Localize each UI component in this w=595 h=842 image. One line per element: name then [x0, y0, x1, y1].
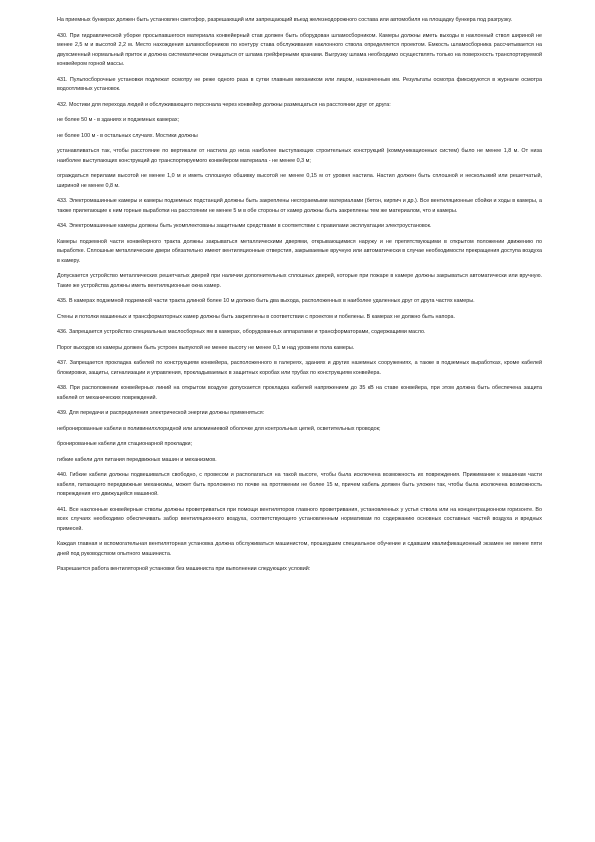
paragraph: 441. Все наклонные конвейерные стволы должны проветриваться при помощи вентиляторов главного проветривания, установленных у устья ствола или на концентрационном горизонте. Во всех случаях необходимо обеспечивать забор вентиляционного воздуха, соответствующего установленным нормативам по содержанию основных составных частей воздуха и вредных примесей.	[57, 506, 542, 532]
paragraph: 431. Пульпосборочные установки подлежат осмотру не реже одного раза в сутки главным механиком или лицом, назначенным им. Результаты осмотра фиксируются в журнале осмотра водоотливных установок.	[57, 76, 542, 92]
paragraph: Порог выходов из камеры должен быть устроен выпуклой не менее высоту не менее 0,1 м над уровнем пола камеры.	[57, 344, 355, 351]
paragraph: 440. Гибкие кабели должны подвешиваться свободно, с провесом и располагаться на такой высоте, чтобы была исключена возможность их повреждения. Прижимание к машинам части кабеля, питающего передвижные механизмы, может быть проложено по почве на протяжении не более 15 м, причем кабель должен быть уложен так, чтобы была исключена возможность повреждения его движущейся машиной.	[57, 472, 542, 497]
paragraph: 432. Мостики для перехода людей и обслуживающего персонала через конвейер должны размещаться на расстоянии друг от друга:	[57, 101, 391, 108]
paragraph: На приемных бункерах должен быть установлен светофор, разрешающий или запрещающий въезд железнодорожного состава или автомобиля на площадку бункера под разгрузку.	[57, 17, 513, 23]
paragraph: Каждая главная и вспомогательная вентиляторная установка должна обслуживаться машинистом, прошедшим специальное обучение и сдавшим квалификационный экзамен не менее пяти дней под руководством опытного машиниста.	[57, 541, 542, 557]
paragraph: Стены и потолки машинных и трансформаторных камер должны быть закреплены в соответствии с проектом и побелены. В камерах не должно быть напора.	[57, 313, 455, 320]
paragraph: Разрешается работа вентиляторной установки без машиниста при выполнении следующих условий:	[57, 566, 311, 572]
paragraph: не более 100 м - в остальных случаях. Мостики должны	[57, 132, 198, 139]
paragraph: бронированные кабели для стационарной прокладки;	[57, 441, 193, 447]
paragraph: небронированные кабели в поливинилхлоридной или алюминиевой оболочке для контрольных цепей, осветительных проводок;	[57, 425, 381, 432]
paragraph: 435. В камерах подземной подземной части тракта длиной более 10 м должно быть два выхода, расположенных в наиболее удаленных друг от друга частях камеры.	[57, 298, 475, 304]
paragraph: 436. Запрещается устройство специальных маслосборных ям в камерах, оборудованных аппаратами и трансформаторами, содержащими масло.	[57, 329, 426, 335]
paragraph: 434. Электромашинные камеры должны быть укомплектованы защитными средствами в соответствии с правилами эксплуатации электроустановок.	[57, 223, 432, 229]
paragraph: Допускается устройство металлических решетчатых дверей при наличии дополнительных сплошных дверей, которые при пожаре в камере должны закрываться автоматически или вручную. Такие же устройства должны иметь вентиляционные окна камер.	[57, 273, 542, 289]
document-body	[57, 16, 542, 581]
paragraph: 437. Запрещается прокладка кабелей по конструкциям конвейера, расположенного в галереях, зданиях и других наземных сооружениях, а также в подземных выработках, кроме кабелей блокировки, защиты, сигнализации и управления, прокладываемых в защитных коробах или трубах по конструкциям конвейера.	[57, 360, 542, 376]
paragraph: ограждаться перилами высотой не менее 1,0 м и иметь сплошную обшивку высотой не менее 0,15 м от уровня настила. Настил должен быть сплошной и нескользкий или решетчатый, шириной не менее 0,8 м.	[57, 173, 542, 189]
paragraph: 433. Электромашинные камеры и камеры подземных подстанций должны быть закреплены несгораемыми материалами (бетон, кирпич и др.). Все вентиляционные сбойки и ходы в камеры, а также прилегающие к ним горные выработки на расстоянии не менее 5 м в обе стороны от камер должны быть закреплены тем же материалом, что и камеры.	[57, 198, 542, 214]
paragraph: 439. Для передачи и распределения электрической энергии должны применяться:	[57, 410, 265, 416]
paragraph: гибкие кабели для питания передвижных машин и механизмов.	[57, 456, 217, 463]
paragraph: 438. При расположении конвейерных линий на открытом воздухе допускается прокладка кабелей напряжением до 35 кВ на ставе конвейера, при этом должна быть обеспечена защита кабелей от механических повреждений.	[57, 385, 542, 401]
paragraph: Камеры подземной части конвейерного тракта должны закрываться металлическими дверями, открывающимися наружу и не препятствующими в открытом положении движению по выработке. Сплошные металлические двери обязательно имеют вентиляционные отверстия, закрываемые вручную или автоматически в случае необходимости прекращения доступа воздуха в камеру.	[57, 238, 542, 264]
paragraph: 430. При гидравлической уборке просыпавшегося материала конвейерный став должен быть оборудован шламосборником. Камеры должны иметь выходы в наклонный ствол шириной не менее 2,5 м и высотой 2,2 м. Место нахождения шламосборников по контуру става обслуживания наклонного ствола определяется проектом. Емкость шламосборника рассчитывается на двухсменный нормальный приток и должна систематически очищаться от шлама грейферными кранами. Выгрузку шлама необходимо осуществлять только на поверхность транспортируемой конвейером горной массы.	[57, 32, 542, 67]
paragraph: устанавливаться так, чтобы расстояние по вертикали от настила до низа наиболее выступающих строительных конструкций (коммуникационных систем) было не менее 1,8 м. От низа наиболее выступающих конструкций до транспортируемого конвейером материала - не менее 0,3 м;	[57, 148, 542, 164]
paragraph: не более 50 м - в зданиях и подземных камерах;	[57, 117, 180, 123]
